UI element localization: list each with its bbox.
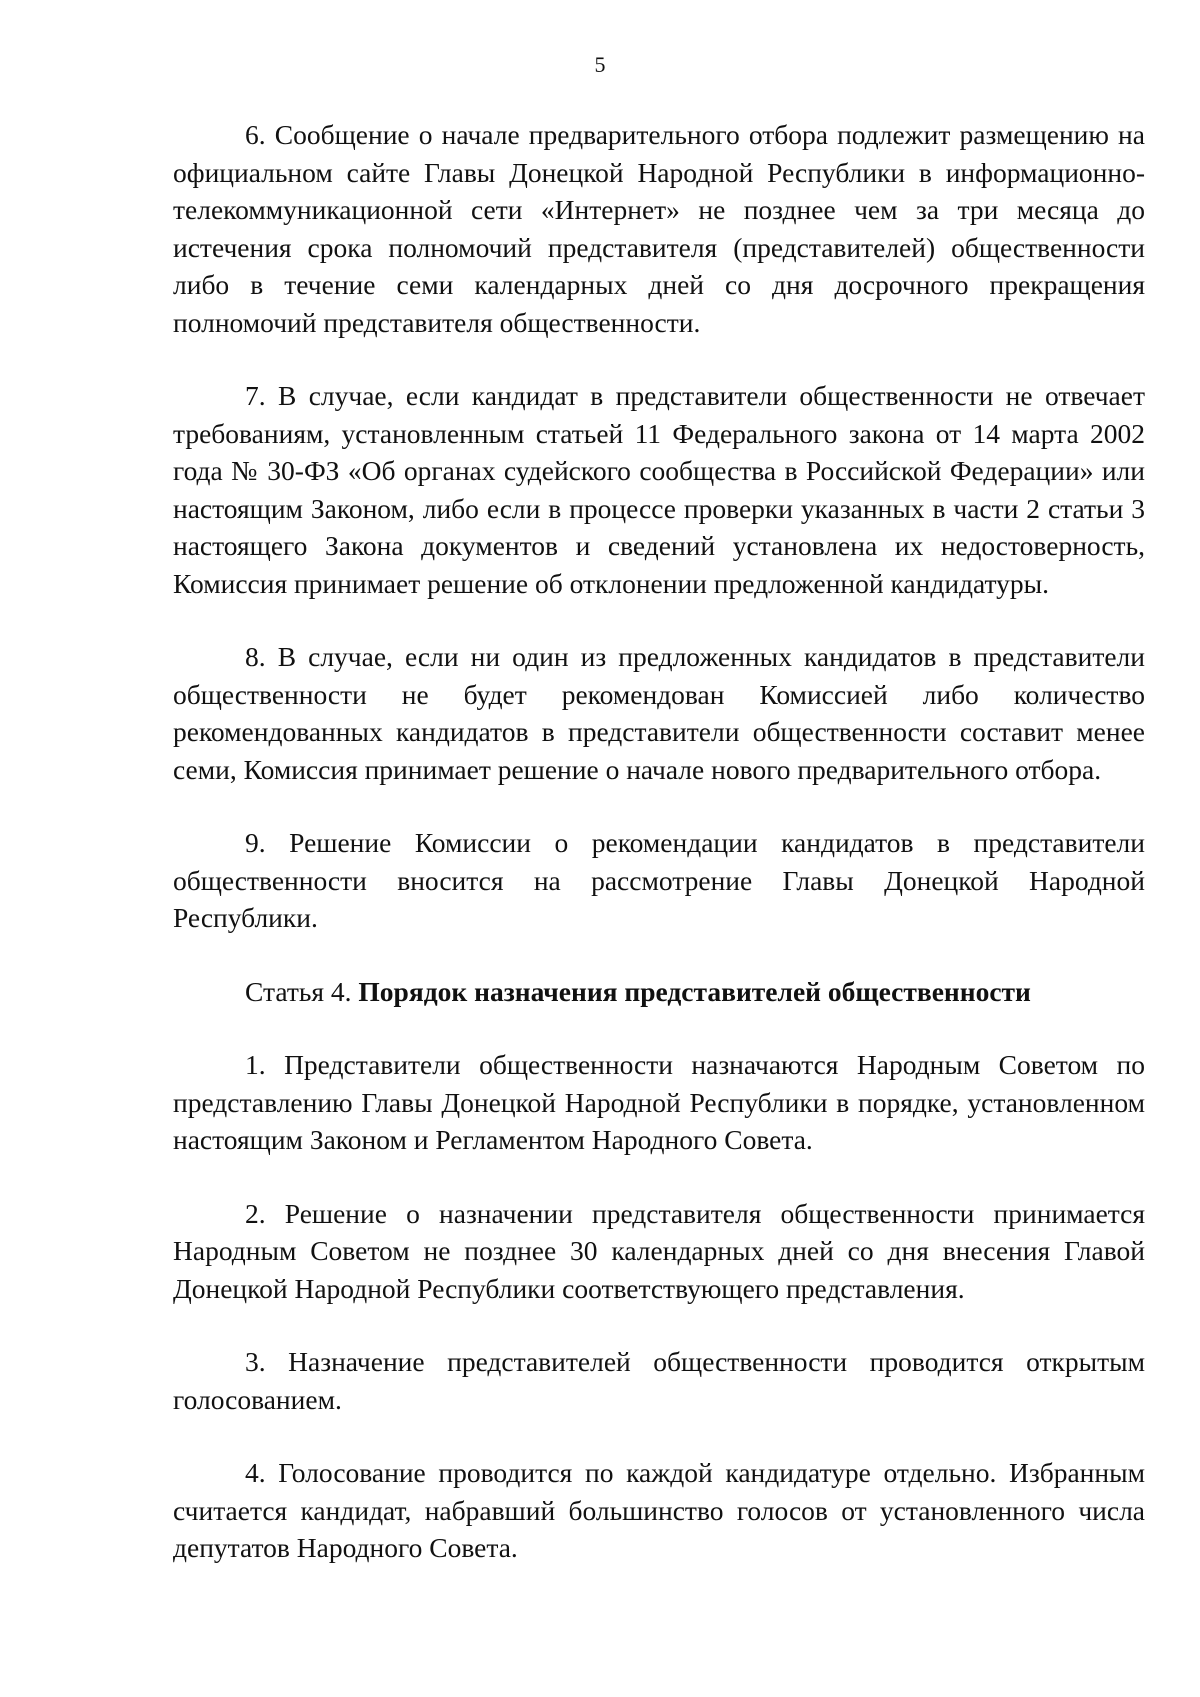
document-body xyxy=(173,116,1145,1567)
article-4-paragraph-1: 1. Представители общественности назначаются Народным Советом по представлению Главы Донецкой Народной Республики в порядке, установленном настоящим Законом и Регламентом Народного Совета. xyxy=(173,1049,1145,1155)
article-title: Порядок назначения представителей общественности xyxy=(358,975,1031,1007)
paragraph-8: 8. В случае, если ни один из предложенных кандидатов в представители общественности не будет рекомендован Комиссией либо количество рекомендованных кандидатов в представители общественности составит менее семи, Комиссия принимает решение о начале нового предварительного отбора. xyxy=(173,641,1145,785)
article-4-paragraph-4: 4. Голосование проводится по каждой кандидатуре отдельно. Избранным считается кандидат, набравший большинство голосов от установленного числа депутатов Народного Совета. xyxy=(173,1457,1145,1563)
article-heading xyxy=(173,973,1145,1011)
article-4-paragraph-3: 3. Назначение представителей общественности проводится открытым голосованием. xyxy=(173,1346,1145,1415)
article-4-paragraph-2: 2. Решение о назначении представителя общественности принимается Народным Советом не позднее 30 календарных дней со дня внесения Главой Донецкой Народной Республики соответствующего представления. xyxy=(173,1197,1145,1304)
paragraph-9: 9. Решение Комиссии о рекомендации кандидатов в представители общественности вносится на рассмотрение Главы Донецкой Народной Республики. xyxy=(173,827,1145,933)
article-number: Статья 4. xyxy=(245,975,352,1007)
paragraph-6: 6. Сообщение о начале предварительного отбора подлежит размещению на официальном сайте Главы Донецкой Народной Республики в информационно-телекоммуникационной сети «Интернет» не позднее чем за три месяца до истечения срока полномочий представителя (представителей) общественности либо в течение семи календарных дней со дня досрочного прекращения полномочий представителя общественности. xyxy=(173,119,1145,338)
paragraph-7: 7. В случае, если кандидат в представители общественности не отвечает требованиям, установленным статьей 11 Федерального закона от 14 марта 2002 года № 30-ФЗ «Об органах судейского сообщества в Российской Федерации» или настоящим Законом, либо если в процессе проверки указанных в части 2 статьи 3 настоящего Закона документов и сведений установлена их недостоверность, Комиссия принимает решение об отклонении предложенной кандидатуры. xyxy=(173,380,1145,599)
page-number: 5 xyxy=(594,52,606,77)
